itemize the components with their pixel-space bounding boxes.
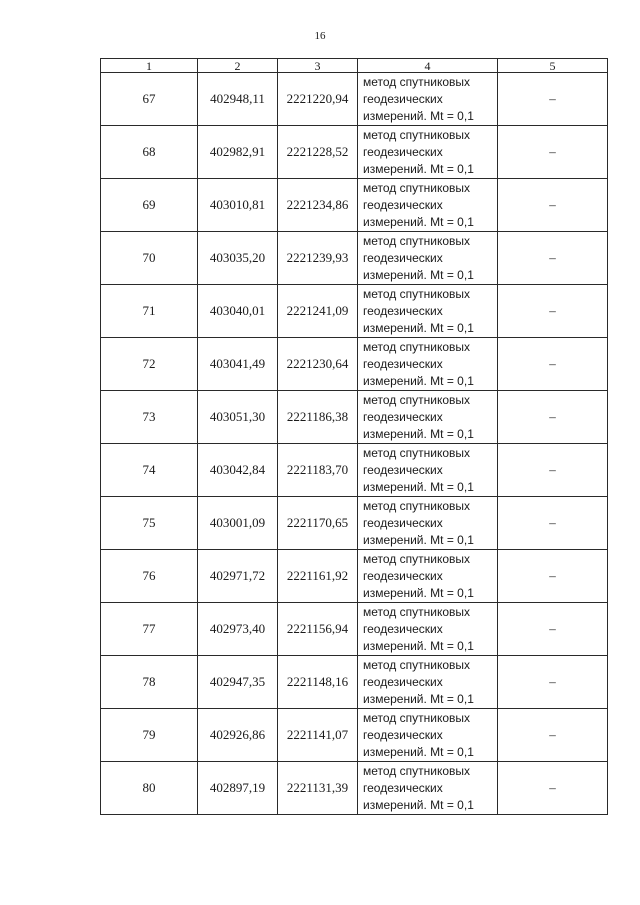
- method-cell: метод спутниковых геодезических измерений. Mt = 0,1: [358, 126, 498, 179]
- x-coordinate-cell: 403010,81: [198, 179, 278, 232]
- table-row: [101, 550, 608, 603]
- table-row: [101, 126, 608, 179]
- table-row: [101, 444, 608, 497]
- note-cell: –: [498, 126, 608, 179]
- note-cell: –: [498, 709, 608, 762]
- note-cell: –: [498, 285, 608, 338]
- x-coordinate-cell: 402973,40: [198, 603, 278, 656]
- table-row: [101, 709, 608, 762]
- table-row: [101, 762, 608, 815]
- table-header-row: [101, 59, 608, 73]
- table-row: [101, 232, 608, 285]
- y-coordinate-cell: 2221220,94: [278, 73, 358, 126]
- point-number-cell: 73: [101, 391, 198, 444]
- method-cell: метод спутниковых геодезических измерений. Mt = 0,1: [358, 709, 498, 762]
- method-cell: метод спутниковых геодезических измерений. Mt = 0,1: [358, 444, 498, 497]
- note-cell: –: [498, 762, 608, 815]
- note-cell: –: [498, 232, 608, 285]
- column-header-5: 5: [498, 59, 608, 73]
- method-cell: метод спутниковых геодезических измерений. Mt = 0,1: [358, 550, 498, 603]
- table-row: [101, 338, 608, 391]
- point-number-cell: 71: [101, 285, 198, 338]
- point-number-cell: 78: [101, 656, 198, 709]
- note-cell: –: [498, 391, 608, 444]
- method-cell: метод спутниковых геодезических измерений. Mt = 0,1: [358, 656, 498, 709]
- y-coordinate-cell: 2221156,94: [278, 603, 358, 656]
- point-number-cell: 70: [101, 232, 198, 285]
- x-coordinate-cell: 403042,84: [198, 444, 278, 497]
- coordinates-table-body: [101, 59, 608, 815]
- y-coordinate-cell: 2221228,52: [278, 126, 358, 179]
- note-cell: –: [498, 550, 608, 603]
- page-number: 16: [314, 30, 326, 42]
- y-coordinate-cell: 2221141,07: [278, 709, 358, 762]
- coordinates-table: [100, 58, 608, 815]
- x-coordinate-cell: 402948,11: [198, 73, 278, 126]
- x-coordinate-cell: 402947,35: [198, 656, 278, 709]
- method-cell: метод спутниковых геодезических измерений. Mt = 0,1: [358, 762, 498, 815]
- note-cell: –: [498, 497, 608, 550]
- x-coordinate-cell: 403001,09: [198, 497, 278, 550]
- point-number-cell: 69: [101, 179, 198, 232]
- y-coordinate-cell: 2221234,86: [278, 179, 358, 232]
- table-row: [101, 285, 608, 338]
- point-number-cell: 76: [101, 550, 198, 603]
- point-number-cell: 79: [101, 709, 198, 762]
- method-cell: метод спутниковых геодезических измерений. Mt = 0,1: [358, 603, 498, 656]
- column-header-4: 4: [358, 59, 498, 73]
- table-row: [101, 603, 608, 656]
- column-header-3: 3: [278, 59, 358, 73]
- note-cell: –: [498, 603, 608, 656]
- method-cell: метод спутниковых геодезических измерений. Mt = 0,1: [358, 497, 498, 550]
- table-row: [101, 73, 608, 126]
- y-coordinate-cell: 2221170,65: [278, 497, 358, 550]
- note-cell: –: [498, 338, 608, 391]
- point-number-cell: 68: [101, 126, 198, 179]
- x-coordinate-cell: 403051,30: [198, 391, 278, 444]
- y-coordinate-cell: 2221230,64: [278, 338, 358, 391]
- point-number-cell: 74: [101, 444, 198, 497]
- x-coordinate-cell: 403040,01: [198, 285, 278, 338]
- method-cell: метод спутниковых геодезических измерений. Mt = 0,1: [358, 73, 498, 126]
- y-coordinate-cell: 2221183,70: [278, 444, 358, 497]
- point-number-cell: 67: [101, 73, 198, 126]
- x-coordinate-cell: 402971,72: [198, 550, 278, 603]
- method-cell: метод спутниковых геодезических измерений. Mt = 0,1: [358, 338, 498, 391]
- x-coordinate-cell: 402897,19: [198, 762, 278, 815]
- point-number-cell: 72: [101, 338, 198, 391]
- y-coordinate-cell: 2221239,93: [278, 232, 358, 285]
- y-coordinate-cell: 2221186,38: [278, 391, 358, 444]
- column-header-1: 1: [101, 59, 198, 73]
- y-coordinate-cell: 2221148,16: [278, 656, 358, 709]
- point-number-cell: 75: [101, 497, 198, 550]
- table-row: [101, 391, 608, 444]
- x-coordinate-cell: 402926,86: [198, 709, 278, 762]
- x-coordinate-cell: 403035,20: [198, 232, 278, 285]
- point-number-cell: 80: [101, 762, 198, 815]
- note-cell: –: [498, 73, 608, 126]
- x-coordinate-cell: 402982,91: [198, 126, 278, 179]
- note-cell: –: [498, 444, 608, 497]
- table-row: [101, 179, 608, 232]
- method-cell: метод спутниковых геодезических измерений. Mt = 0,1: [358, 232, 498, 285]
- table-row: [101, 497, 608, 550]
- note-cell: –: [498, 656, 608, 709]
- x-coordinate-cell: 403041,49: [198, 338, 278, 391]
- y-coordinate-cell: 2221131,39: [278, 762, 358, 815]
- column-header-2: 2: [198, 59, 278, 73]
- method-cell: метод спутниковых геодезических измерений. Mt = 0,1: [358, 179, 498, 232]
- method-cell: метод спутниковых геодезических измерений. Mt = 0,1: [358, 391, 498, 444]
- point-number-cell: 77: [101, 603, 198, 656]
- y-coordinate-cell: 2221161,92: [278, 550, 358, 603]
- y-coordinate-cell: 2221241,09: [278, 285, 358, 338]
- method-cell: метод спутниковых геодезических измерений. Mt = 0,1: [358, 285, 498, 338]
- note-cell: –: [498, 179, 608, 232]
- table-row: [101, 656, 608, 709]
